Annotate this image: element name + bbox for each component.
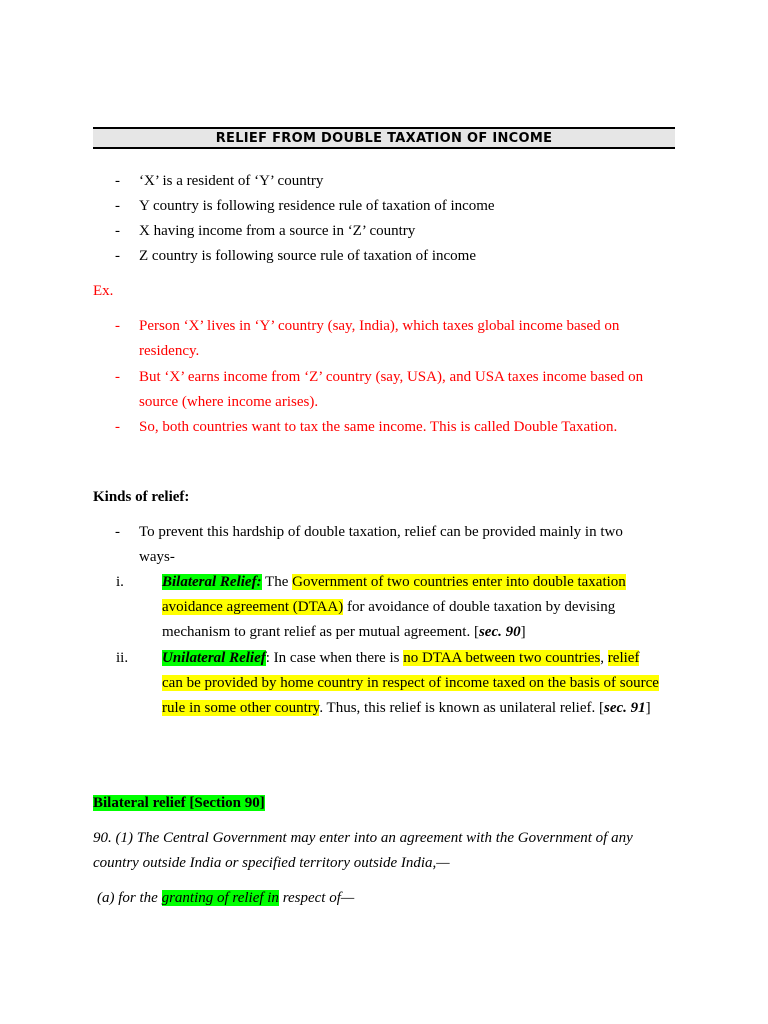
bullet-dash: -	[115, 173, 120, 189]
section-heading-text: Bilateral relief [Section 90]	[93, 795, 265, 811]
clause-a-text-part: (a) for the	[97, 890, 162, 906]
sec-90-ref: sec. 90	[478, 624, 521, 640]
relief-ii-text-part: . Thus, this relief is known as unilateral relief. [	[319, 700, 604, 716]
example-item: But ‘X’ earns income from ‘Z’ country (say, USA), and USA taxes income based on source (where income arises).	[139, 369, 644, 410]
relief-ii-number: ii.	[116, 650, 129, 666]
section-heading	[93, 791, 265, 816]
relief-i-text-part: ]	[520, 624, 526, 640]
bilateral-relief-label: Bilateral Relief:	[162, 574, 262, 590]
granting-relief-highlight: granting of relief in	[161, 890, 279, 906]
bullet-item: X having income from a source in ‘Z’ country	[139, 223, 416, 239]
relief-ii-text-part: : In case when there is	[265, 650, 404, 666]
sec-91-ref: sec. 91	[603, 700, 646, 716]
relief-i-number: i.	[116, 574, 124, 590]
relief-ii-text	[162, 646, 662, 721]
relief-ii-text-part: ,	[600, 650, 608, 666]
clause-a-text-part: respect of—	[278, 890, 355, 906]
kinds-dash: -	[115, 524, 120, 540]
example-label: Ex.	[93, 283, 114, 299]
bullet-item: Y country is following residence rule of taxation of income	[139, 198, 495, 214]
example-item: Person ‘X’ lives in ‘Y’ country (say, India), which taxes global income based on residency.	[139, 318, 620, 359]
section-paragraph: 90. (1) The Central Government may enter into an agreement with the Government of any country outside India or specified territory outside India,—	[93, 830, 633, 871]
example-dash: -	[115, 318, 120, 334]
dtaa-highlight: Government of two countries enter into double taxation avoidance agreement (DTAA)	[162, 574, 626, 615]
bullet-item: Z country is following source rule of taxation of income	[139, 248, 476, 264]
bullet-dash: -	[115, 223, 120, 239]
document-title: RELIEF FROM DOUBLE TAXATION OF INCOME	[215, 130, 553, 146]
home-country-relief-highlight: relief can be provided by home country in respect of income taxed on the basis of source rule in some other country	[162, 650, 659, 716]
relief-i-text	[162, 570, 657, 645]
bullet-item: ‘X’ is a resident of ‘Y’ country	[139, 173, 324, 189]
bullet-dash: -	[115, 248, 120, 264]
clause-a	[97, 886, 657, 911]
example-dash: -	[115, 369, 120, 385]
relief-i-text-part: for avoidance of double taxation by devising mechanism to grant relief as per mutual agreement. [	[162, 599, 616, 640]
document-title-box	[93, 127, 675, 149]
kinds-heading: Kinds of relief:	[93, 489, 190, 505]
relief-ii-text-part: ]	[645, 700, 651, 716]
unilateral-relief-label: Unilateral Relief	[162, 650, 266, 666]
bullet-dash: -	[115, 198, 120, 214]
no-dtaa-highlight: no DTAA between two countries	[403, 650, 601, 666]
kinds-intro: To prevent this hardship of double taxation, relief can be provided mainly in two ways-	[139, 524, 623, 565]
example-dash: -	[115, 419, 120, 435]
example-item: So, both countries want to tax the same income. This is called Double Taxation.	[139, 419, 618, 435]
relief-i-text-part: The	[261, 574, 293, 590]
